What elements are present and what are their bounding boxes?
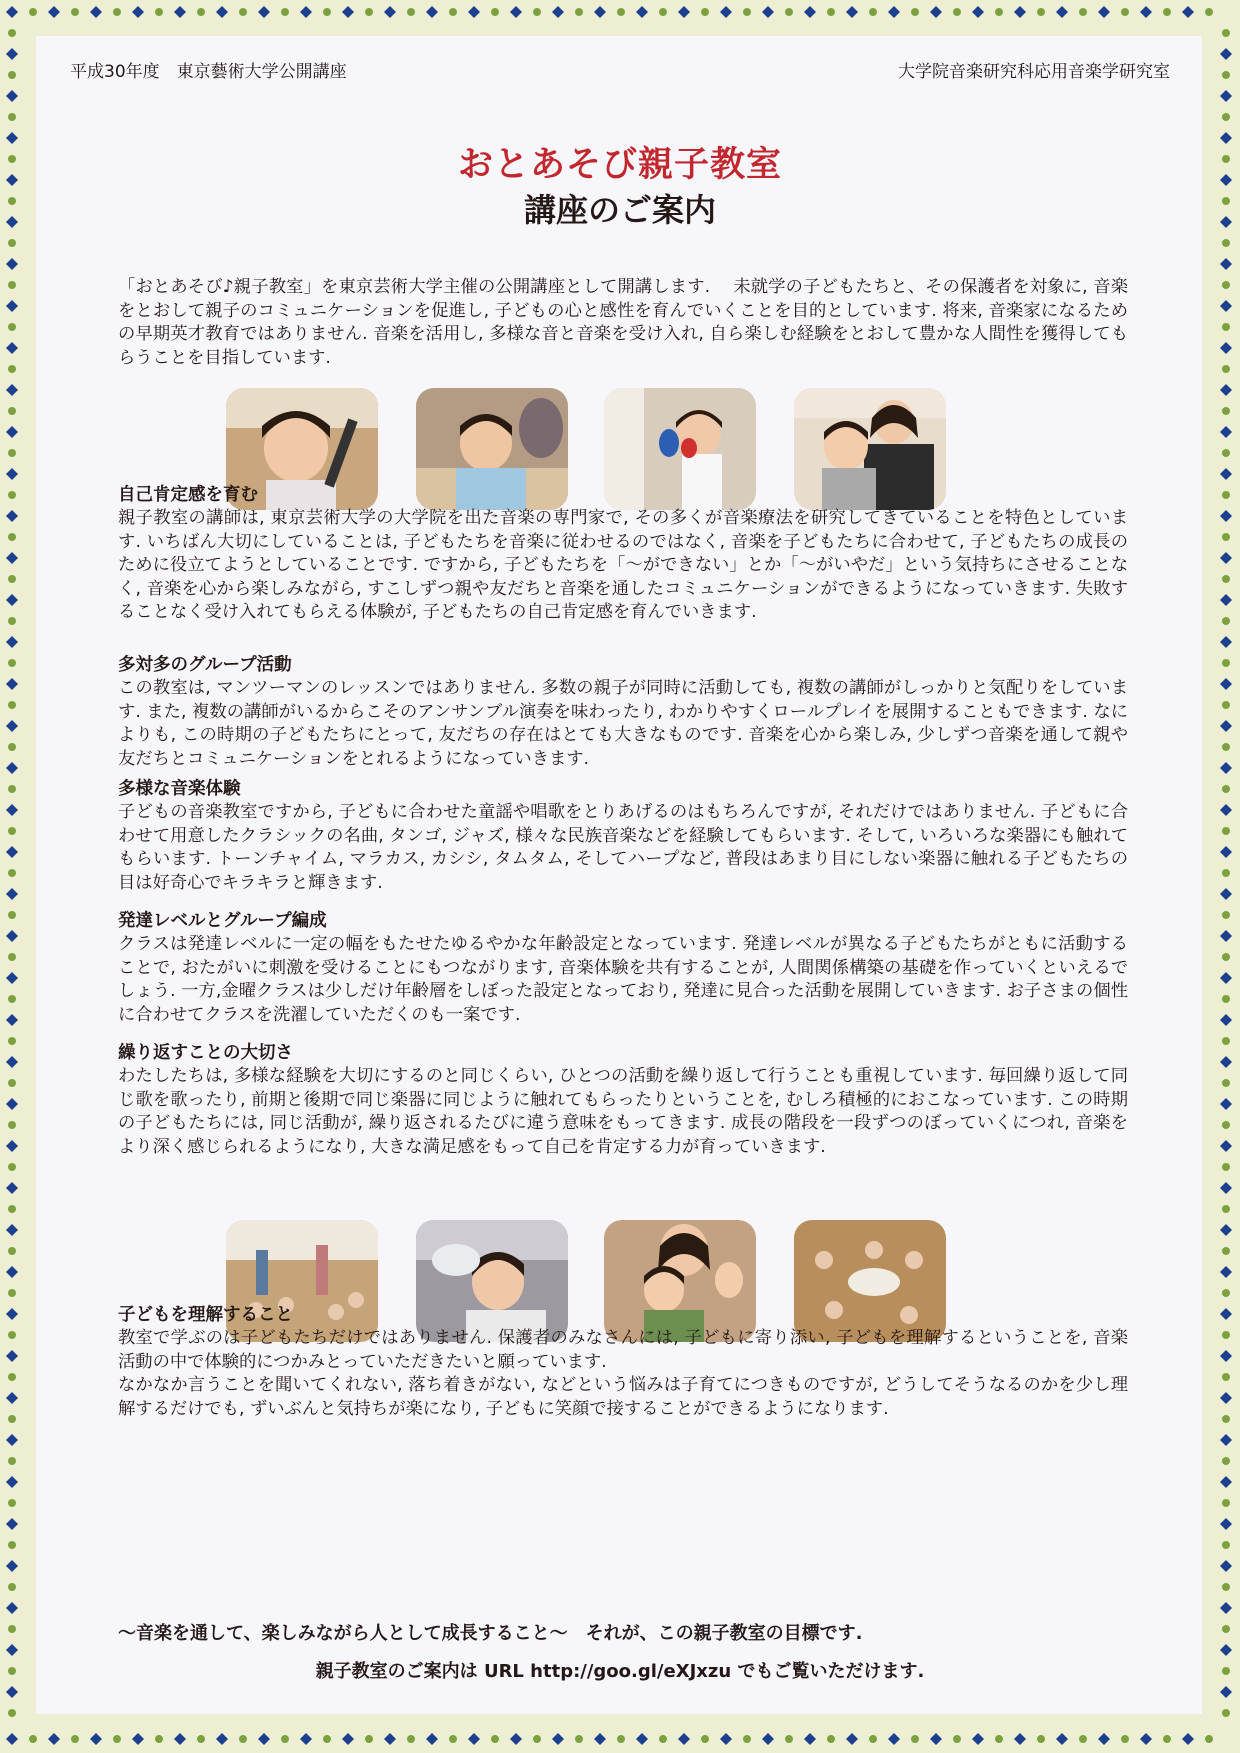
section-group-activity	[118, 654, 1128, 771]
section-repetition	[118, 1042, 1128, 1159]
section-heading: 多様な音楽体験	[118, 779, 241, 799]
page-title: おとあそび親子教室	[457, 145, 782, 185]
header-department: 大学院音楽研究科応用音楽学研究室	[898, 62, 1170, 82]
intro-paragraph: 「おとあそび♪親子教室」を東京芸術大学主催の公開講座として開講します. 未就学の子どもたちと、その保護者を対象に, 音楽をとおして親子のコミュニケーションを促進し, 子どもの心と感性を育んでいくことを目的としています. 将来, 音楽家になるための早期英才教育ではありません. 音楽を活用し, 多様な音と音楽を受け入れ, 自ら楽しむ経験をとおして豊かな人間性を獲得してもらうことを目指しています.	[118, 277, 1128, 368]
closing-url-line: 親子教室のご案内は URL http://goo.gl/eXJxzu でもご覧いただけます.	[315, 1661, 925, 1682]
closing-motto: 〜音楽を通して、楽しみながら人として成長すること〜 それが、この親子教室の目標です.	[118, 1623, 863, 1644]
section-body: 教室で学ぶのは子どもたちだけではありません. 保護者のみなさんには, 子どもに寄り添い, 子どもを理解するということを, 音楽活動の中で体験的につかみとっていただきたいと願っています.	[118, 1328, 1128, 1372]
section-heading: 子どもを理解すること	[118, 1305, 293, 1325]
section-heading: 繰り返すことの大切さ	[118, 1043, 293, 1063]
section-body: 子どもの音楽教室ですから, 子どもに合わせた童謡や唱歌をとりあげるのはもちろんですが, それだけではありません. 子どもに合わせて用意したクラシックの名曲, タンゴ, ジャズ, 様々な民族音楽などを経験してもらいます. そして, いろいろな楽器にも触れてもらいます. トーンチャイム, マラカス, カシシ, タムタム, そしてハープなど, 普段はあまり目にしない楽器に触れる子どもたちの目は好奇心でキラキラと輝きます.	[118, 802, 1128, 893]
header-course-year: 平成30年度 東京藝術大学公開講座	[70, 62, 347, 82]
section-heading: 発達レベルとグループ編成	[118, 911, 327, 931]
section-body: 親子教室の講師は, 東京芸術大学の大学院を出た音楽の専門家で, その多くが音楽療法を研究してきていることを特色としています. いちばん大切にしていることは, 子どもたちを音楽に従わせるのではなく, 音楽を子どもたちに合わせて, 子どもたちの成長のために役立てようとしていることです. ですから, 子どもたちを「〜ができない」とか「〜がいやだ」という気持ちにさせることなく, 音楽を心から楽しみながら, すこしずつ親や友だちと音楽を通したコミュニケーションができるようになっていきます. 失敗することなく受け入れてもらえる体験が, 子どもたちの自己肯定感を育んでいきます.	[118, 508, 1128, 622]
section-heading: 自己肯定感を育む	[118, 485, 258, 505]
section-body: この教室は, マンツーマンのレッスンではありません. 多数の親子が同時に活動しても, 複数の講師がしっかりと気配りをしています. また, 複数の講師がいるからこそのアンサンブル演奏を味わったり, わかりやすくロールプレイを展開することもできます. なによりも, この時期の子どもたちにとって, 友だちの存在はとても大きなものです. 音楽を心から楽しみ, 少しずつ音楽を通して親や友だちとコミュニケーションをとれるようになっていきます.	[118, 678, 1128, 769]
section-development-level	[118, 910, 1128, 1027]
section-body: わたしたちは, 多様な経験を大切にするのと同じくらい, ひとつの活動を繰り返して行うことも重視しています. 毎回繰り返して同じ歌を歌ったり, 前期と後期で同じ楽器に同じように触れてもらったりということを, むしろ積極的におこなっています. この時期の子どもたちには, 同じ活動が, 繰り返されるたびに違う意味をもってきます. 成長の階段を一段ずつのぼっていくにつれ, 音楽をより深く感じられるようになり, 大きな満足感をもって自己を肯定する力が育っていきます.	[118, 1066, 1128, 1157]
section-body-continued: なかなか言うことを聞いてくれない, 落ち着きがない, などという悩みは子育てにつきものですが, どうしてそうなるのかを少し理解するだけでも, ずいぶんと気持ちが楽になり, 子どもに笑顔で接することができるようになります.	[118, 1375, 1128, 1419]
section-body: クラスは発達レベルに一定の幅をもたせたゆるやかな年齢設定となっています. 発達レベルが異なる子どもたちがともに活動することで, おたがいに刺激を受けることにもつながります, 音楽体験を共有することが, 人間関係構築の基礎を作っていくといえるでしょう. 一方,金曜クラスは少しだけ年齢層をしぼった設定となっており, 発達に見合った活動を展開していきます. お子さまの個性に合わせてクラスを洗濯していただくのも一案です.	[118, 934, 1128, 1025]
section-understanding-children	[118, 1304, 1128, 1421]
section-self-esteem	[118, 484, 1128, 625]
page	[40, 40, 1200, 1716]
section-music-experience	[118, 778, 1128, 895]
section-heading: 多対多のグループ活動	[118, 655, 292, 675]
page-subtitle: 講座のご案内	[523, 191, 716, 229]
